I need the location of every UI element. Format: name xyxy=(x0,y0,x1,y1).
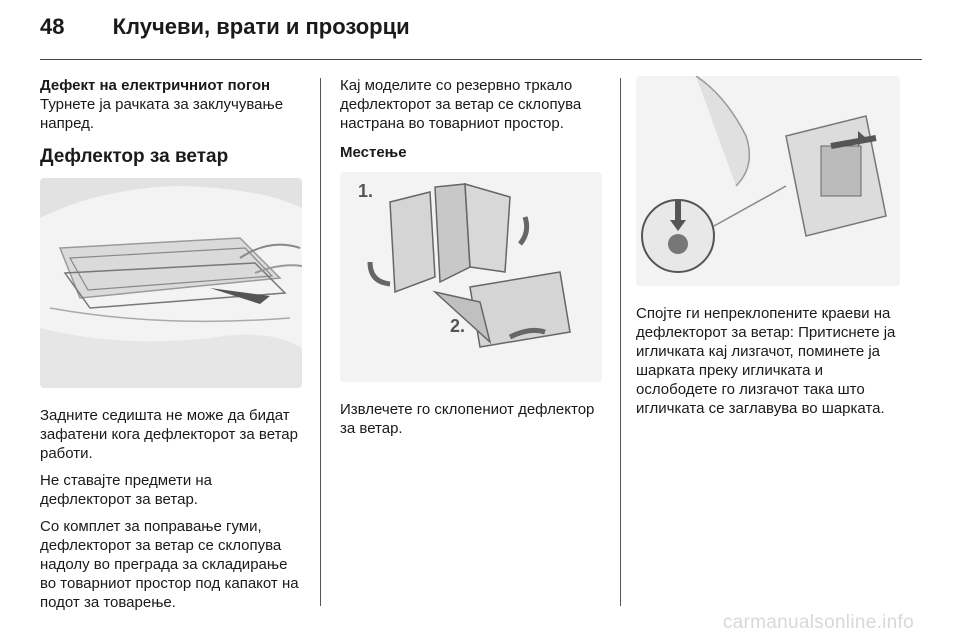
page-title: Клучеви, врати и прозорци xyxy=(112,14,410,39)
hinge-pin-illustration xyxy=(636,76,900,286)
subheading-fitting: Местење xyxy=(340,144,407,161)
pull-out-caption: Извлечете го склопениот дефлектор за ветар. xyxy=(340,401,595,437)
page-number: 48 xyxy=(40,14,65,39)
page-header xyxy=(40,14,410,40)
tyre-kit-note: Со комплет за поправање гуми, дефлекторот за ветар се склопува надолу во преграда за складирање во товарниот простор под капакот на подот за товарење. xyxy=(40,518,299,611)
column-1 xyxy=(40,76,306,620)
header-divider xyxy=(40,59,922,60)
step-1-label: 1. xyxy=(358,181,374,201)
column-2 xyxy=(340,76,606,446)
fault-text: Турнете ја рачката за заклучување напред. xyxy=(40,96,284,132)
column-divider-2 xyxy=(620,78,621,606)
spare-wheel-intro: Кај моделите со резервно тркало дефлекторот за ветар се склопува настрана во товарниот простор. xyxy=(340,77,582,132)
step-2-label: 2. xyxy=(450,316,466,336)
rear-seats-note: Задните седишта не може да бидат зафатени кога дефлекторот за ветар работи. xyxy=(40,407,298,462)
wind-deflector-trunk-illustration xyxy=(40,178,302,388)
no-objects-note: Не ставајте предмети на дефлекторот за ветар. xyxy=(40,472,213,508)
deflector-unfold-illustration xyxy=(340,172,602,382)
column-3 xyxy=(636,76,904,426)
section-title: Дефлектор за ветар xyxy=(40,146,229,167)
watermark: carmanualsonline.info xyxy=(722,612,914,633)
fault-heading: Дефект на електричниот погон xyxy=(40,77,271,94)
connect-ends-caption: Спојте ги непреклопените краеви на дефлекторот за ветар: Притиснете ја игличката кај лизгачот, поминете ја шарката преку игличката и ослободете го лизгачот така што игличката се заглавува во шарката. xyxy=(636,305,896,417)
column-divider-1 xyxy=(320,78,321,606)
